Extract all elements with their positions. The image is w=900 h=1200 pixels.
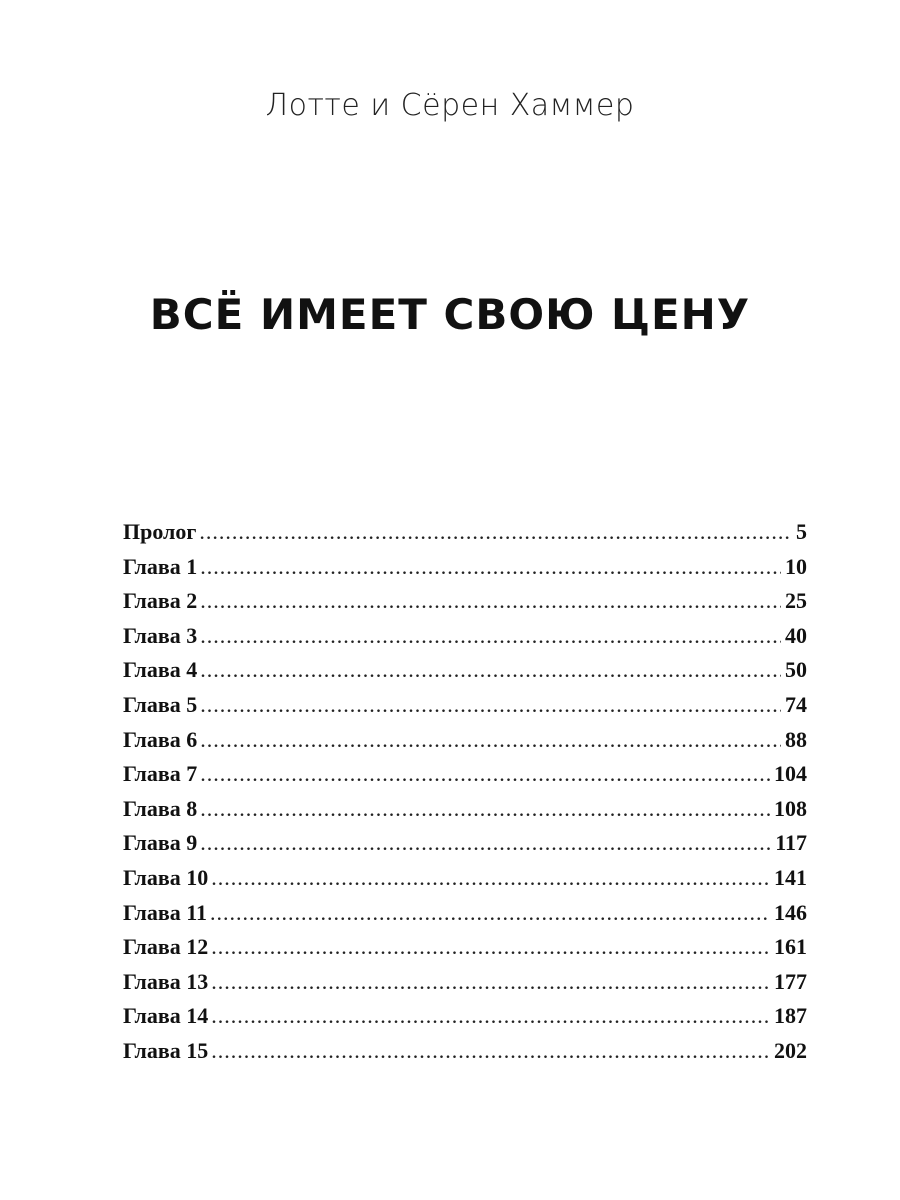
toc-entry-page: 50 (785, 657, 807, 683)
toc-entry-prologue[interactable] (123, 515, 807, 550)
toc-entry-chapter-10[interactable] (123, 861, 807, 896)
toc-entry-page: 25 (785, 588, 807, 614)
toc-dot-leader (211, 861, 770, 896)
toc-entry-page: 177 (774, 968, 807, 994)
toc-dot-leader (200, 688, 781, 723)
toc-entry-label: Глава 6 (123, 726, 198, 752)
toc-dot-leader (200, 584, 781, 619)
toc-dot-leader (200, 550, 781, 585)
toc-dot-leader (200, 826, 771, 861)
toc-entry-page: 117 (775, 830, 807, 856)
toc-entry-page: 74 (785, 691, 807, 717)
toc-entry-chapter-15[interactable] (123, 1034, 807, 1069)
toc-dot-leader (210, 896, 770, 931)
toc-entry-label: Глава 12 (123, 934, 209, 960)
toc-entry-page: 187 (774, 1003, 807, 1029)
toc-entry-page: 5 (796, 519, 807, 544)
toc-entry-label: Глава 4 (123, 657, 198, 683)
toc-entry-label: Глава 14 (123, 1003, 209, 1029)
toc-dot-leader (200, 723, 781, 758)
toc-dot-leader (200, 619, 781, 654)
toc-entry-page: 141 (774, 864, 807, 890)
toc-entry-page: 104 (774, 761, 807, 787)
toc-entry-label: Глава 2 (123, 588, 198, 614)
toc-entry-label: Глава 5 (123, 691, 198, 717)
toc-dot-leader (211, 999, 770, 1034)
toc-dot-leader (200, 757, 770, 792)
toc-entry-label: Глава 7 (123, 761, 198, 787)
toc-entry-chapter-5[interactable] (123, 688, 807, 723)
toc-entry-label: Глава 11 (123, 899, 208, 925)
toc-entry-page: 40 (785, 622, 807, 648)
toc-entry-label: Глава 13 (123, 968, 209, 994)
toc-entry-chapter-11[interactable] (123, 896, 807, 931)
toc-entry-page: 202 (774, 1037, 807, 1063)
toc-entry-chapter-7[interactable] (123, 757, 807, 792)
toc-entry-label: Пролог (123, 519, 197, 544)
book-title: ВСЁ ИМЕЕТ СВОЮ ЦЕНУ (149, 290, 751, 339)
toc-entry-page: 146 (774, 899, 807, 925)
toc-dot-leader (200, 653, 781, 688)
toc-entry-page: 161 (774, 934, 807, 960)
toc-entry-page: 108 (774, 795, 807, 821)
toc-dot-leader (211, 965, 770, 1000)
table-of-contents (123, 515, 807, 1069)
toc-entry-chapter-14[interactable] (123, 999, 807, 1034)
toc-entry-page: 10 (785, 553, 807, 579)
toc-entry-chapter-13[interactable] (123, 965, 807, 1000)
toc-entry-chapter-1[interactable] (123, 550, 807, 585)
toc-dot-leader (211, 1034, 770, 1069)
toc-entry-chapter-2[interactable] (123, 584, 807, 619)
toc-entry-label: Глава 10 (123, 864, 209, 890)
toc-entry-label: Глава 15 (123, 1037, 209, 1063)
toc-entry-label: Глава 1 (123, 553, 198, 579)
toc-entry-chapter-3[interactable] (123, 619, 807, 654)
toc-entry-page: 88 (785, 726, 807, 752)
book-author: Лотте и Сёрен Хаммер (265, 88, 635, 123)
toc-entry-chapter-12[interactable] (123, 930, 807, 965)
toc-dot-leader (200, 792, 770, 827)
toc-entry-chapter-8[interactable] (123, 792, 807, 827)
toc-entry-chapter-4[interactable] (123, 653, 807, 688)
toc-dot-leader (199, 515, 792, 550)
toc-entry-label: Глава 8 (123, 795, 198, 821)
toc-entry-label: Глава 9 (123, 830, 198, 856)
toc-dot-leader (211, 930, 770, 965)
toc-entry-chapter-6[interactable] (123, 723, 807, 758)
toc-entry-label: Глава 3 (123, 622, 198, 648)
toc-entry-chapter-9[interactable] (123, 826, 807, 861)
